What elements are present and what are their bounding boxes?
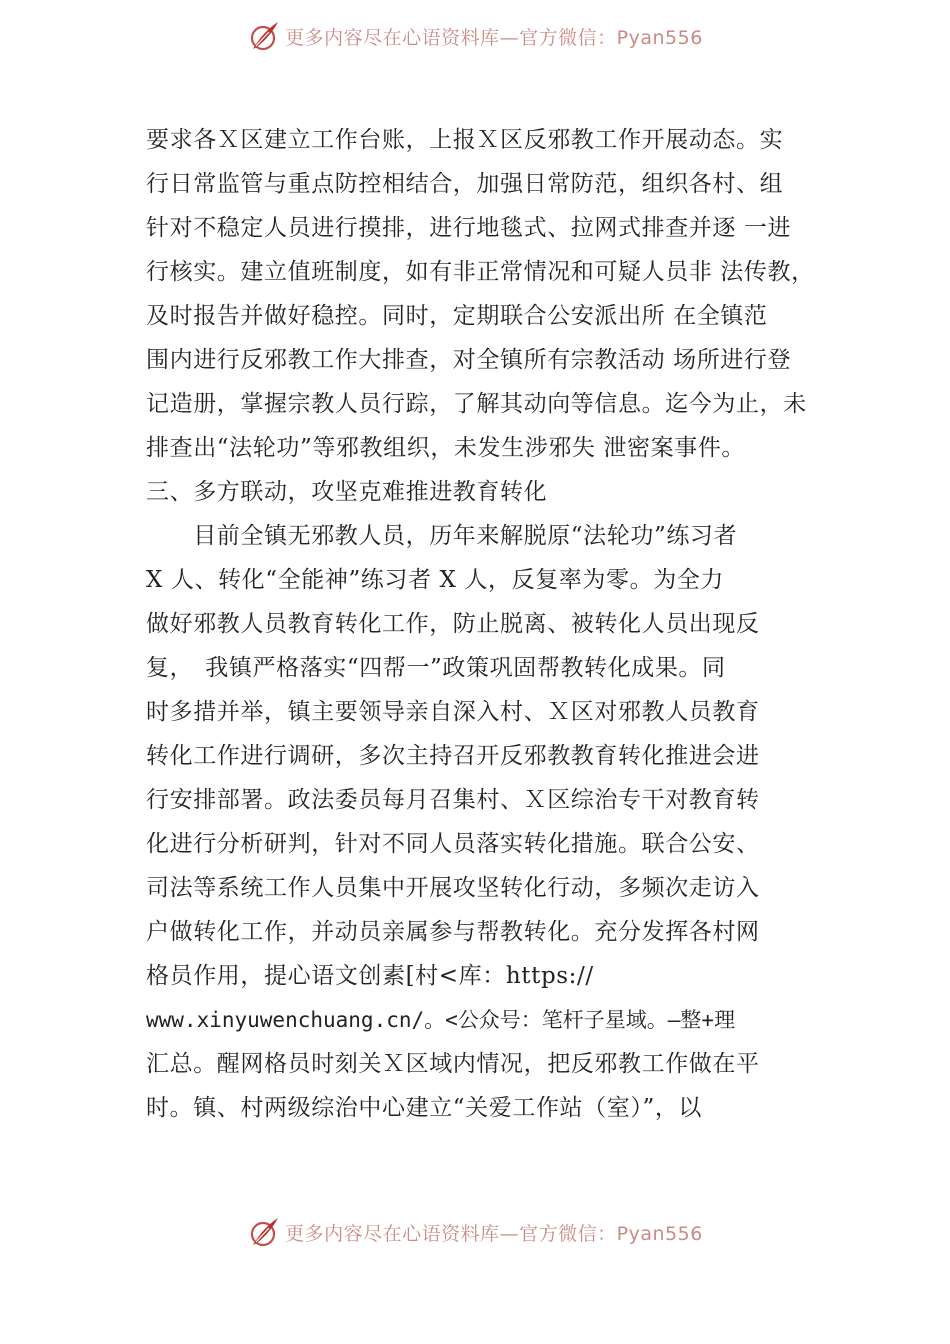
text-line: 汇总。醒网格员时刻关Ｘ区域内情况，把反邪教工作做在平 (146, 1051, 760, 1077)
text-line: 行核实。建立值班制度，如有非正常情况和可疑人员非 法传教， (146, 259, 815, 285)
paragraph-start: 目前全镇无邪教人员，历年来解脱原“法轮功”练习者 (146, 523, 738, 549)
text-line: 记造册，掌握宗教人员行踪，了解其动向等信息。迄今为止，未 (146, 391, 807, 417)
watermark-text (285, 23, 703, 50)
header-watermark (0, 14, 950, 58)
text-line: 复， 我镇严格落实“四帮一”政策巩固帮教转化成果。同 (146, 655, 726, 681)
text-line: 化进行分析研判，针对不同人员落实转化措施。联合公安、 (146, 831, 760, 857)
text-line: 转化工作进行调研，多次主持召开反邪教教育转化推进会进 (146, 743, 760, 769)
text-line: 要求各Ｘ区建立工作台账，上报Ｘ区反邪教工作开展动态。实 (146, 127, 784, 153)
text-line: 排查出“法轮功”等邪教组织，未发生涉邪失 泄密案事件。 (146, 435, 746, 461)
text-line: 及时报告并做好稳控。同时，定期联合公安派出所 在全镇范 (146, 303, 768, 329)
watermark-main: 更多内容尽在心语资料库—官方微信： (285, 26, 617, 49)
text-line: X 人、转化“全能神”练习者 X 人，反复率为零。为全力 (146, 567, 724, 593)
text-line: 做好邪教人员教育转化工作，防止脱离、被转化人员出现反 (146, 611, 760, 637)
text-line: 格员作用，提心语文创素[村<库：https:// (146, 963, 594, 989)
watermark-text (285, 1219, 703, 1246)
footer-watermark (0, 1210, 950, 1254)
text-line-url: www.xinyuwenchuang.cn/。<公众号：笔杆子星域。—整+理 (146, 1008, 736, 1032)
text-line: 行安排部署。政法委员每月召集村、Ｘ区综治专干对教育转 (146, 787, 760, 813)
text-line: 围内进行反邪教工作大排查，对全镇所有宗教活动 场所进行登 (146, 347, 792, 373)
text-line: 时多措并举，镇主要领导亲自深入村、Ｘ区对邪教人员教育 (146, 699, 760, 725)
quill-logo-icon (247, 19, 281, 53)
text-line: 司法等系统工作人员集中开展攻坚转化行动，多频次走访入 (146, 875, 760, 901)
text-line: 户做转化工作，并动员亲属参与帮教转化。充分发挥各村网 (146, 919, 760, 945)
document-body (146, 118, 846, 1130)
text-line: 时。镇、村两级综治中心建立“关爱工作站（室）”，以 (146, 1095, 703, 1121)
watermark-id: Pyan556 (616, 26, 703, 49)
quill-logo-icon (247, 1215, 281, 1249)
text-line: 行日常监管与重点防控相结合，加强日常防范，组织各村、组 (146, 171, 784, 197)
watermark-main: 更多内容尽在心语资料库—官方微信： (285, 1222, 617, 1245)
section-heading: 三、多方联动，攻坚克难推进教育转化 (146, 479, 548, 505)
watermark-id: Pyan556 (616, 1222, 703, 1245)
text-line: 针对不稳定人员进行摸排，进行地毯式、拉网式排查并逐 一进 (146, 215, 792, 241)
